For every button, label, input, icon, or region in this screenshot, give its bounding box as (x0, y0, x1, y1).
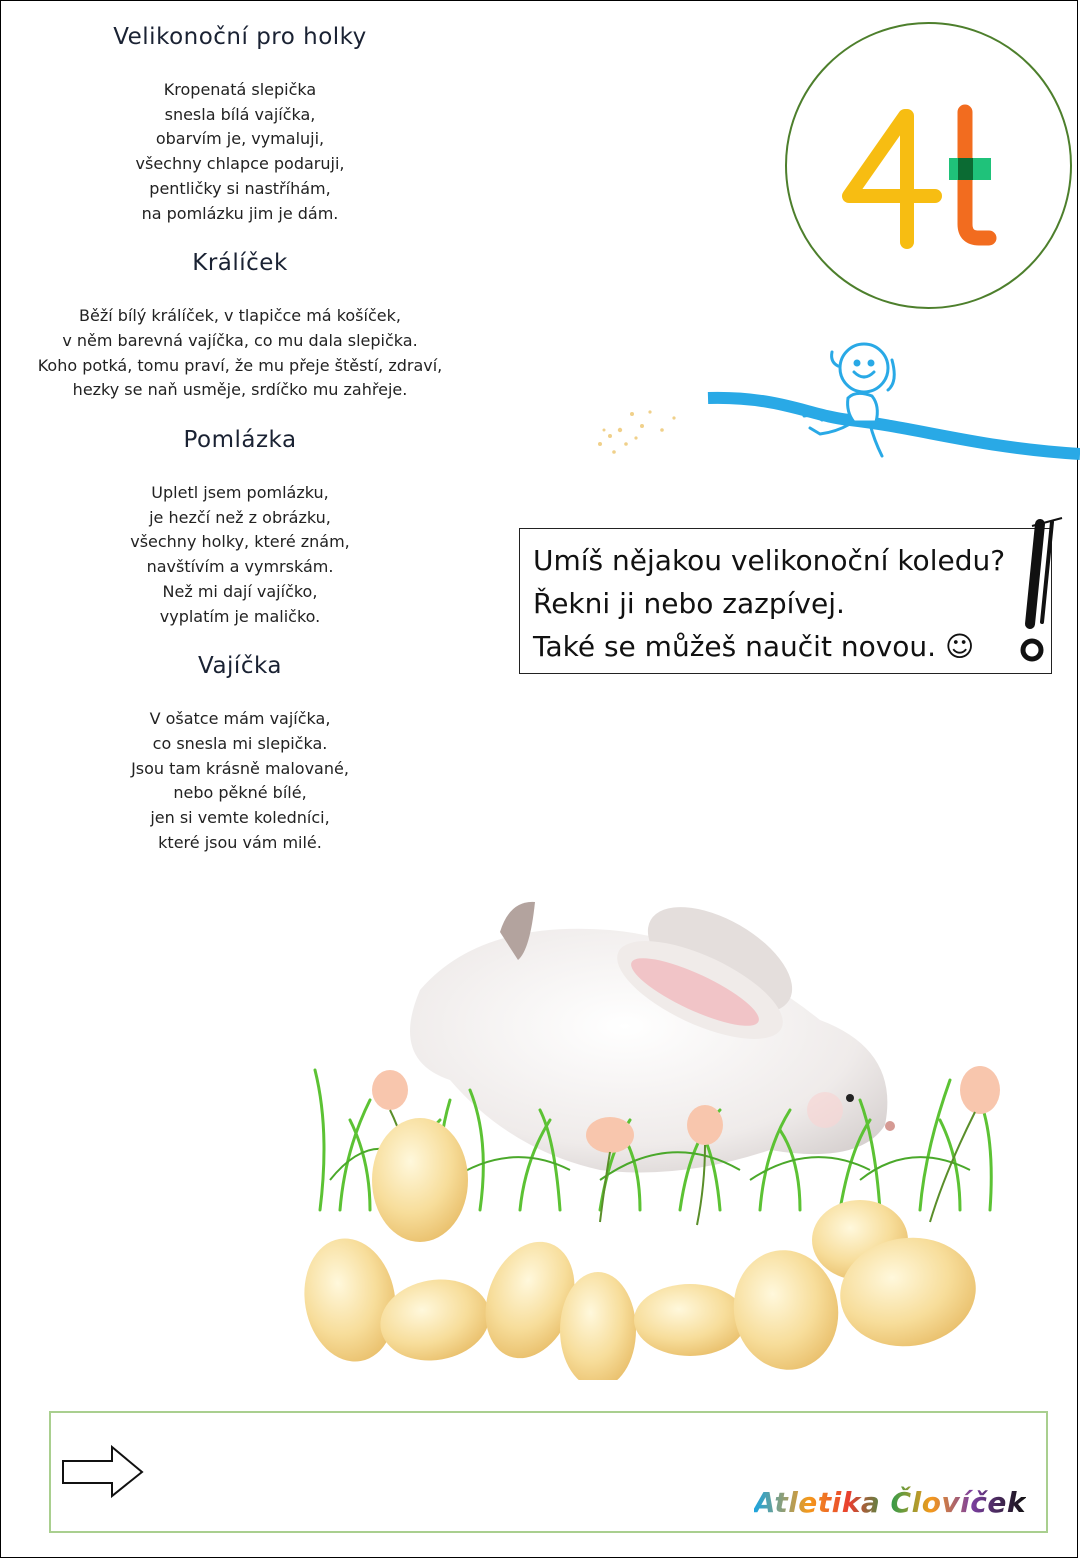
poem-pomlazka (20, 427, 460, 629)
logo-4t-icon (787, 24, 1074, 311)
poem-lines (20, 78, 460, 226)
brand-text: Atletika Človíček (753, 1486, 1026, 1519)
task-box (519, 528, 1052, 674)
logo-circle (785, 22, 1072, 309)
bunny-illustration (300, 880, 1020, 1380)
poem-lines (20, 707, 460, 855)
poem-line: Kropenatá slepička (163, 80, 317, 99)
poem-line: Než mi dají vajíčko, (162, 581, 318, 601)
poem-vajicka (20, 653, 460, 855)
poem-line: snesla bílá vajíčka, (164, 104, 316, 124)
poem-line: V ošatce mám vajíčka, (149, 709, 331, 729)
poem-line: všechny chlapce podaruji, (135, 154, 345, 174)
poems-column (20, 24, 460, 879)
poem-line: v něm barevná vajíčka, co mu dala slepička. (62, 330, 418, 350)
sparkle-dots-icon (590, 400, 690, 460)
poem-title: Velikonoční pro holky (113, 24, 367, 50)
poem-lines (20, 481, 460, 629)
poem-kralicek (20, 250, 460, 403)
poem-line: na pomlázku jim je dám. (141, 203, 339, 223)
poem-line: jen si vemte koledníci, (150, 808, 330, 828)
task-line: Umíš nějakou velikonoční koledu? (533, 544, 1006, 577)
poem-title: Pomlázka (183, 427, 297, 454)
poem-line: všechny holky, které znám, (130, 532, 350, 552)
task-line: Řekni ji nebo zazpívej. (533, 587, 845, 620)
poem-line: navštívím a vymrskám. (146, 557, 334, 577)
poem-line: vyplatím je maličko. (159, 606, 321, 626)
poem-title: Králíček (192, 250, 288, 277)
poem-line: které jsou vám milé. (158, 832, 322, 852)
poem-title: Vajíčka (198, 653, 282, 680)
poem-lines (20, 304, 460, 403)
brand-logo (754, 1486, 1026, 1519)
poem-line: Jsou tam krásně malované, (131, 758, 349, 778)
poem-line: obarvím je, vymaluji, (155, 129, 325, 149)
poem-line: nebo pěkné bílé, (173, 783, 307, 803)
running-child-icon (700, 336, 1080, 476)
poem-line: pentličky si nastříhám, (149, 178, 331, 198)
task-line: Také se můžeš naučit novou. ☺ (533, 630, 975, 663)
poem-line: je hezčí než z obrázku, (149, 507, 331, 527)
exclamation-icon (1012, 514, 1072, 674)
poem-line: Běží bílý králíček, v tlapičce má košíček, (79, 306, 401, 326)
poem-line: Upletl jsem pomlázku, (151, 483, 329, 503)
poem-line: co snesla mi slepička. (152, 733, 328, 753)
right-arrow-icon[interactable] (60, 1444, 146, 1500)
poem-line: Koho potká, tomu praví, že mu přeje štěstí, zdraví, (37, 355, 443, 375)
poem-velikonocni (20, 24, 460, 226)
poem-line: hezky se naň usměje, srdíčko mu zahřeje. (72, 380, 408, 400)
